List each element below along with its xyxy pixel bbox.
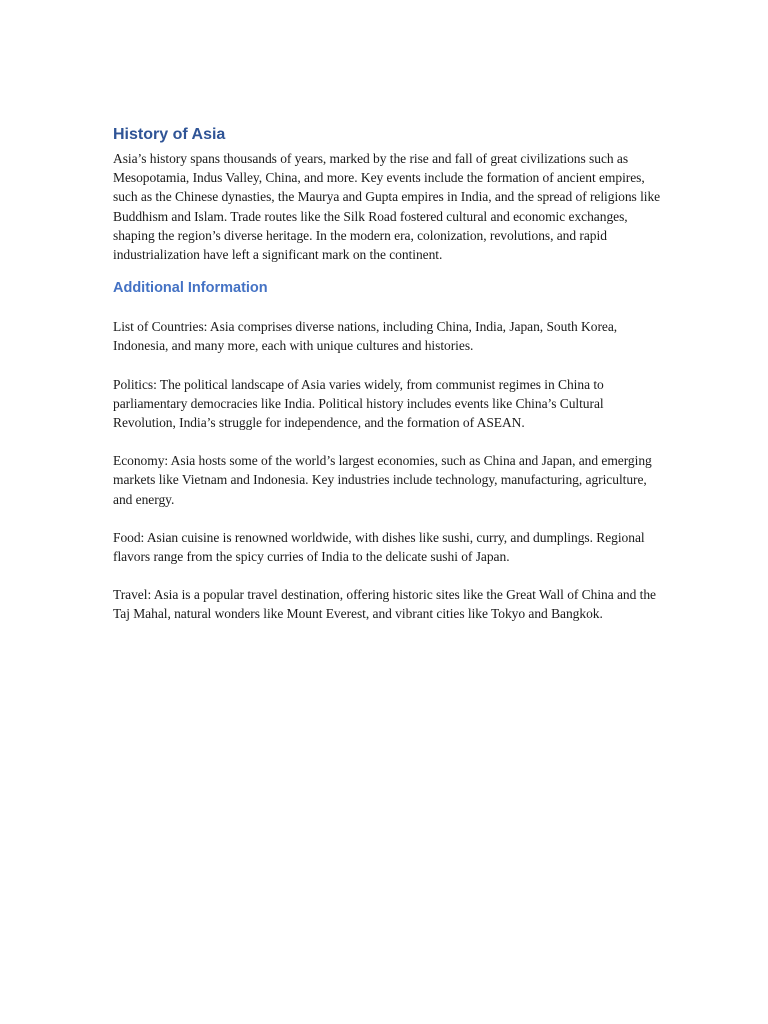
- page-title: History of Asia: [113, 126, 226, 143]
- section-heading-additional-information: Additional Information: [113, 280, 268, 297]
- paragraph-food: Food: Asian cuisine is renowned worldwide, with dishes like sushi, curry, and dumplings. Regional flavors range from the spicy curries of India to the delicate sushi of Japan.: [113, 529, 645, 565]
- intro-paragraph: Asia’s history spans thousands of years, marked by the rise and fall of great civilizations such as Mesopotamia, Indus Valley, China, and more. Key events include the formation of ancient empires, such as the Chinese dynasties, the Maurya and Gupta empires in India, and the spread of religions like Buddhism and Islam. Trade routes like the Silk Road fostered cultural and economic exchanges, shaping the region’s diverse heritage. In the modern era, colonization, revolutions, and rapid industrialization have left a significant mark on the continent.: [113, 151, 661, 263]
- paragraph-travel: Travel: Asia is a popular travel destination, offering historic sites like the Great Wall of China and the Taj Mahal, natural wonders like Mount Everest, and vibrant cities like Tokyo and Bangkok.: [113, 587, 656, 622]
- document-body: [113, 124, 661, 624]
- paragraph-politics: Politics: The political landscape of Asia varies widely, from communist regimes in China to parliamentary democracies like India. Political history includes events like China’s Cultural Revolution, India’s struggle for independence, and the formation of ASEAN.: [113, 376, 604, 431]
- paragraph-economy: Economy: Asia hosts some of the world’s largest economies, such as China and Japan, and emerging markets like Vietnam and Indonesia. Key industries include technology, manufacturing, agriculture, and energy.: [113, 453, 652, 507]
- paragraph-countries: List of Countries: Asia comprises diverse nations, including China, India, Japan, South Korea, Indonesia, and many more, each with unique cultures and histories.: [113, 319, 618, 354]
